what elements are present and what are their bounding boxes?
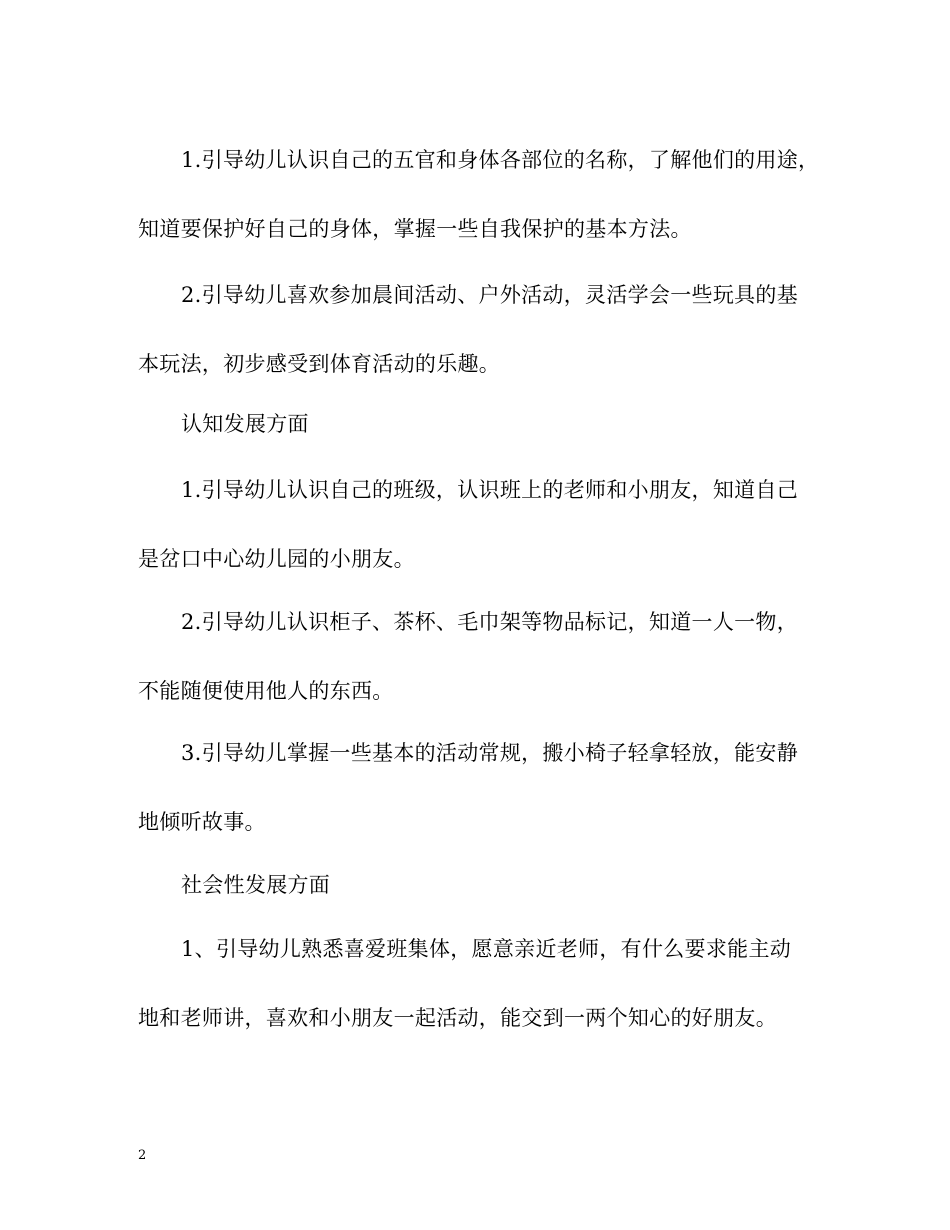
paragraph-line: 1.引导幼儿认识自己的五官和身体各部位的名称，了解他们的用途，: [181, 148, 820, 172]
paragraph-line: 3.引导幼儿掌握一些基本的活动常规，搬小椅子轻拿轻放，能安静: [181, 741, 799, 765]
section-heading: 社会性发展方面: [181, 873, 331, 897]
paragraph-line: 2.引导幼儿喜欢参加晨间活动、户外活动，灵活学会一些玩具的基: [181, 283, 799, 307]
paragraph-line: 不能随便使用他人的东西。: [138, 679, 394, 703]
paragraph-line: 1、引导幼儿熟悉喜爱班集体，愿意亲近老师，有什么要求能主动: [181, 937, 792, 961]
paragraph-line: 2.引导幼儿认识柜子、茶杯、毛巾架等物品标记，知道一人一物，: [181, 610, 799, 634]
paragraph-line: 是岔口中心幼儿园的小朋友。: [138, 547, 415, 571]
section-heading: 认知发展方面: [181, 412, 309, 436]
paragraph-line: 知道要保护好自己的身体，掌握一些自我保护的基本方法。: [138, 217, 692, 241]
paragraph-line: 1.引导幼儿认识自己的班级，认识班上的老师和小朋友，知道自己: [181, 478, 799, 502]
paragraph-line: 地倾听故事。: [138, 810, 266, 834]
paragraph-line: 本玩法，初步感受到体育活动的乐趣。: [138, 352, 501, 376]
paragraph-line: 地和老师讲，喜欢和小朋友一起活动，能交到一两个知心的好朋友。: [138, 1006, 777, 1030]
page-number: 2: [138, 1148, 147, 1163]
